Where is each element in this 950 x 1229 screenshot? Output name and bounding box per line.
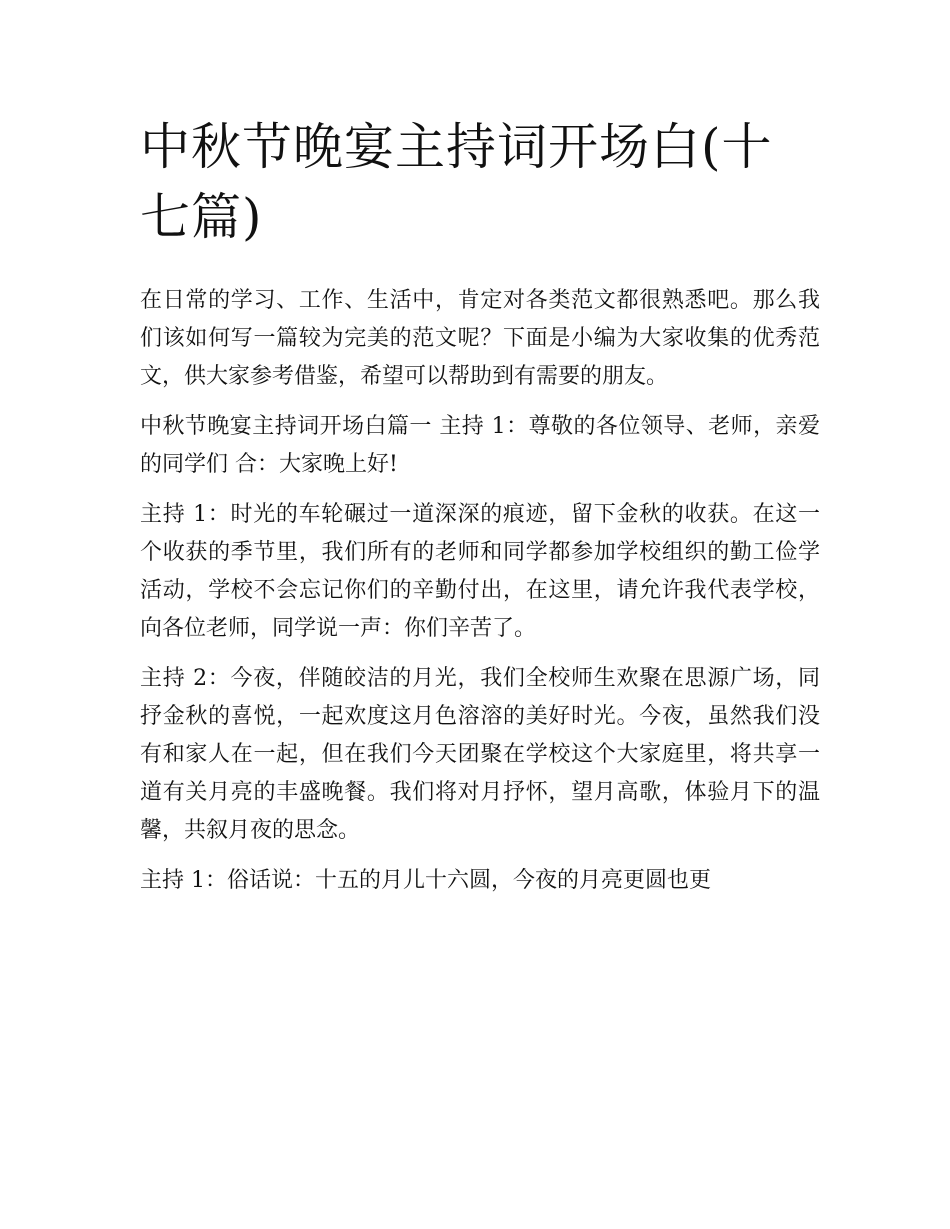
paragraph-intro: 在日常的学习、工作、生活中，肯定对各类范文都很熟悉吧。那么我们该如何写一篇较为完美的范文呢？下面是小编为大家收集的优秀范文，供大家参考借鉴，希望可以帮助到有需要的朋友。: [140, 288, 820, 389]
paragraph-host2-moonlight: 主持 2：今夜，伴随皎洁的月光，我们全校师生欢聚在思源广场，同抒金秋的喜悦，一起欢度这月色溶溶的美好时光。今夜，虽然我们没有和家人在一起，但在我们今天团聚在学校这个大家庭里，将共享一道有关月亮的丰盛晚餐。我们将对月抒怀，望月高歌，体验月下的温馨，共叙月夜的思念。: [140, 666, 820, 843]
paragraph-host1-harvest: 主持 1：时光的车轮碾过一道深深的痕迹，留下金秋的收获。在这一个收获的季节里，我们所有的老师和同学都参加学校组织的勤工俭学活动，学校不会忘记你们的辛勤付出，在这里，请允许我代表学校，向各位老师，同学说一声：你们辛苦了。: [140, 502, 820, 641]
document-title: 中秋节晚宴主持词开场白(十七篇): [140, 118, 773, 246]
paragraph-host1-saying: 主持 1：俗话说：十五的月儿十六圆，今夜的月亮更圆也更: [140, 868, 711, 893]
document-body: [140, 282, 820, 912]
paragraph-opening: 中秋节晚宴主持词开场白篇一 主持 1：尊敬的各位领导、老师，亲爱的同学们 合：大家晚上好!: [140, 414, 820, 477]
